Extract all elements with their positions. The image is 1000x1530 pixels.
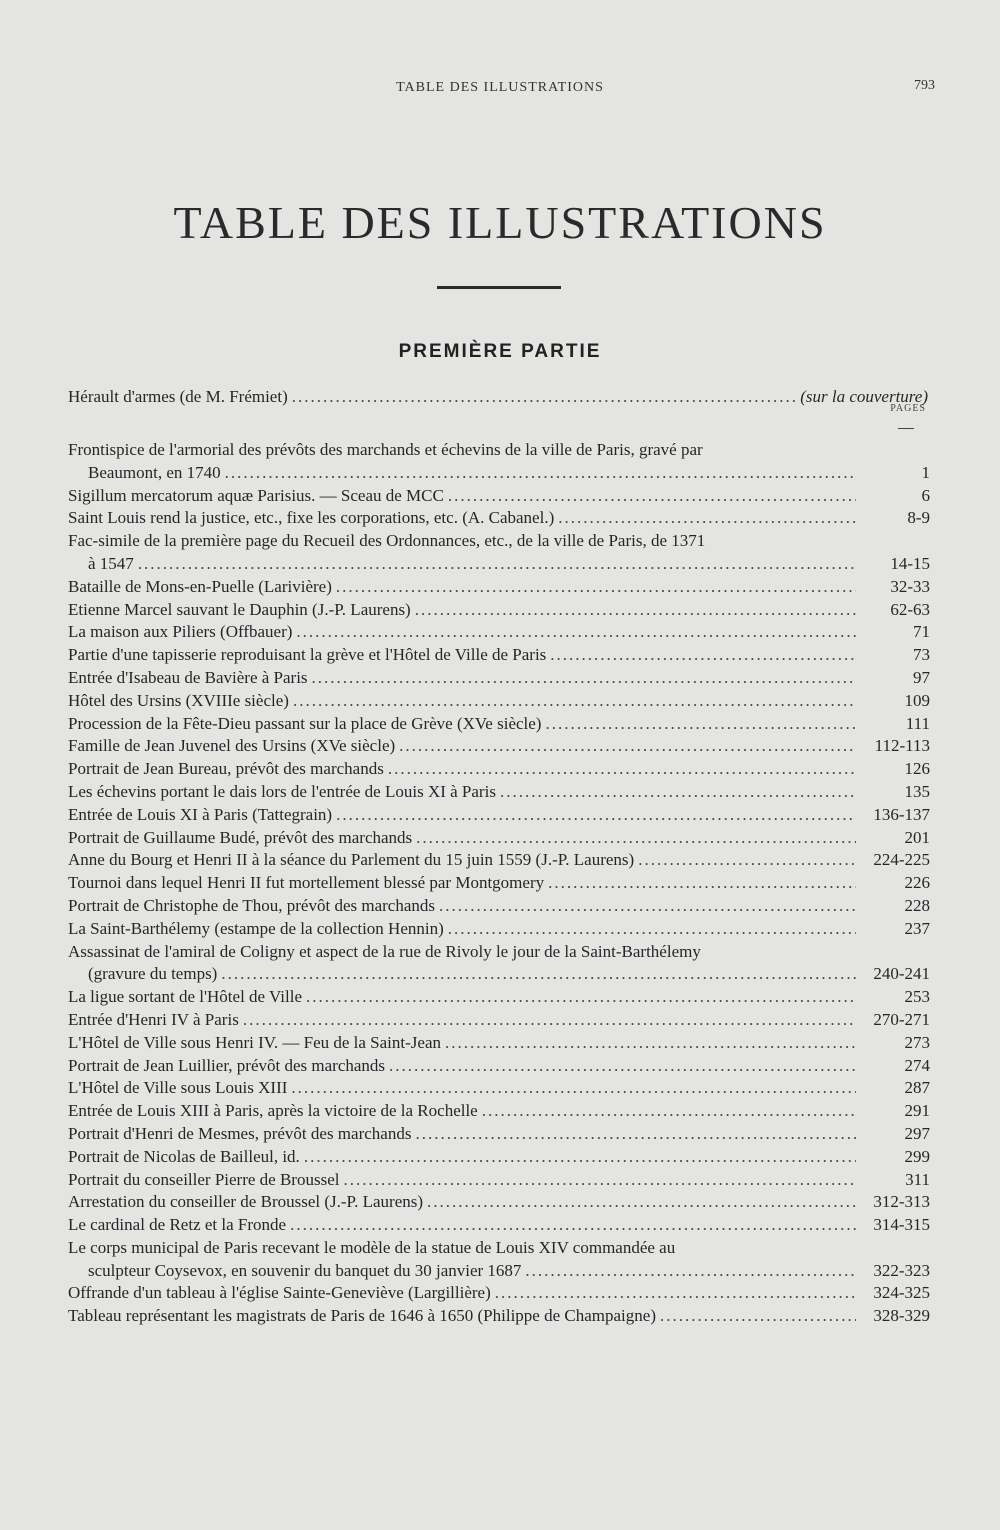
pages-column-rule bbox=[898, 428, 914, 429]
list-item bbox=[68, 576, 930, 599]
entry-page-number: 126 bbox=[904, 759, 930, 779]
entry-title-first-line: Fac-simile de la première page du Recueil des Ordonnances, etc., de la ville de Paris, de 1371 bbox=[68, 531, 706, 551]
dot-leader bbox=[427, 1191, 856, 1214]
entry-page-number: 253 bbox=[904, 987, 930, 1007]
entry-page-number: 136-137 bbox=[873, 804, 930, 824]
entry-title: Arrestation du conseiller de Broussel (J.-P. Laurens) bbox=[68, 1192, 424, 1212]
list-item bbox=[68, 941, 930, 987]
dot-leader bbox=[225, 462, 856, 485]
entry-title: Tournoi dans lequel Henri II fut mortellement blessé par Montgomery bbox=[68, 873, 545, 893]
dot-leader bbox=[336, 804, 856, 827]
entry-title: Entrée d'Henri IV à Paris bbox=[68, 1009, 239, 1029]
dot-leader bbox=[296, 621, 856, 644]
entry-title: (gravure du temps) bbox=[88, 964, 218, 984]
entry-title-first-line: Frontispice de l'armorial des prévôts des marchands et échevins de la ville de Paris, gravé par bbox=[68, 440, 703, 459]
entry-page-number: 314-315 bbox=[873, 1215, 930, 1235]
entry-title: Portrait de Jean Luillier, prévôt des marchands bbox=[68, 1055, 386, 1075]
entry-title: à 1547 bbox=[88, 553, 134, 573]
dot-leader bbox=[439, 895, 856, 918]
list-item bbox=[68, 986, 930, 1009]
list-item bbox=[68, 758, 930, 781]
dot-leader bbox=[336, 576, 856, 599]
list-item bbox=[68, 644, 930, 667]
list-item bbox=[68, 827, 930, 850]
dot-leader bbox=[545, 713, 856, 736]
entry-title: Hôtel des Ursins (XVIIIe siècle) bbox=[68, 690, 289, 710]
dot-leader bbox=[304, 1146, 856, 1169]
dot-leader bbox=[291, 1077, 856, 1100]
dot-leader bbox=[558, 507, 856, 530]
entry-page-number: 240-241 bbox=[873, 964, 930, 984]
entry-title: Famille de Jean Juvenel des Ursins (XVe siècle) bbox=[68, 736, 396, 756]
cover-entry bbox=[68, 381, 928, 407]
dot-leader bbox=[243, 1009, 856, 1032]
list-item bbox=[68, 713, 930, 736]
pages-column-label: PAGES bbox=[890, 403, 926, 414]
entry-title: Portrait de Jean Bureau, prévôt des marchands bbox=[68, 759, 384, 779]
dot-leader bbox=[415, 1123, 856, 1146]
entry-page-number: 109 bbox=[904, 690, 930, 710]
dot-leader bbox=[343, 1169, 856, 1192]
dot-leader bbox=[548, 872, 856, 895]
list-item bbox=[68, 1237, 930, 1283]
entry-page-number: 71 bbox=[913, 622, 930, 642]
list-item bbox=[68, 895, 930, 918]
entry-title: sculpteur Coysevox, en souvenir du banquet du 30 janvier 1687 bbox=[88, 1260, 522, 1280]
dot-leader bbox=[389, 1055, 856, 1078]
entry-title: Etienne Marcel sauvant le Dauphin (J.-P. Laurens) bbox=[68, 599, 411, 619]
cover-entry-label: Hérault d'armes (de M. Frémiet) bbox=[68, 387, 288, 406]
list-item bbox=[68, 804, 930, 827]
entry-title: Portrait de Nicolas de Bailleul, id. bbox=[68, 1146, 300, 1166]
list-item bbox=[68, 1032, 930, 1055]
dot-leader bbox=[495, 1282, 856, 1305]
entry-page-number: 73 bbox=[913, 645, 930, 665]
entry-page-number: 224-225 bbox=[873, 850, 930, 870]
title-divider bbox=[437, 286, 561, 289]
list-item bbox=[68, 1077, 930, 1100]
entry-title: Portrait de Christophe de Thou, prévôt des marchands bbox=[68, 895, 435, 915]
page-title: TABLE DES ILLUSTRATIONS bbox=[173, 197, 827, 248]
list-item bbox=[68, 667, 930, 690]
entry-page-number: 324-325 bbox=[873, 1283, 930, 1303]
dot-leader bbox=[415, 599, 856, 622]
section-heading: PREMIÈRE PARTIE bbox=[398, 341, 602, 362]
dot-leader bbox=[448, 918, 856, 941]
dot-leader bbox=[292, 387, 796, 407]
entry-page-number: 297 bbox=[904, 1123, 930, 1143]
entry-page-number: 32-33 bbox=[890, 576, 930, 596]
entry-page-number: 97 bbox=[913, 667, 930, 687]
list-item bbox=[68, 1100, 930, 1123]
list-item bbox=[68, 439, 930, 485]
entry-title: Portrait du conseiller Pierre de Broussel bbox=[68, 1169, 340, 1189]
entry-title: Entrée de Louis XI à Paris (Tattegrain) bbox=[68, 804, 333, 824]
dot-leader bbox=[138, 553, 856, 576]
list-item bbox=[68, 1146, 930, 1169]
entry-page-number: 322-323 bbox=[873, 1260, 930, 1280]
entry-page-number: 312-313 bbox=[873, 1192, 930, 1212]
list-item bbox=[68, 621, 930, 644]
entry-page-number: 291 bbox=[904, 1101, 930, 1121]
list-item bbox=[68, 1305, 930, 1328]
dot-leader bbox=[221, 963, 856, 986]
dot-leader bbox=[500, 781, 856, 804]
list-item bbox=[68, 872, 930, 895]
list-item bbox=[68, 781, 930, 804]
dot-leader bbox=[660, 1305, 856, 1328]
dot-leader bbox=[306, 986, 856, 1009]
entry-page-number: 328-329 bbox=[873, 1306, 930, 1326]
entry-title: Anne du Bourg et Henri II à la séance du Parlement du 15 juin 1559 (J.-P. Laurens) bbox=[68, 850, 635, 870]
entry-page-number: 273 bbox=[904, 1032, 930, 1052]
entry-title: Entrée d'Isabeau de Bavière à Paris bbox=[68, 667, 308, 687]
list-item bbox=[68, 735, 930, 758]
dot-leader bbox=[290, 1214, 856, 1237]
entry-title: Offrande d'un tableau à l'église Sainte-Geneviève (Largillière) bbox=[68, 1283, 491, 1303]
entry-title: Tableau représentant les magistrats de Paris de 1646 à 1650 (Philippe de Champaigne) bbox=[68, 1306, 656, 1326]
entry-page-number: 14-15 bbox=[890, 553, 930, 573]
entry-page-number: 135 bbox=[904, 781, 930, 801]
entry-page-number: 111 bbox=[905, 713, 930, 733]
cover-entry-note: (sur la couverture) bbox=[800, 387, 928, 406]
dot-leader bbox=[482, 1100, 856, 1123]
dot-leader bbox=[388, 758, 856, 781]
entry-title: Saint Louis rend la justice, etc., fixe les corporations, etc. (A. Cabanel.) bbox=[68, 508, 555, 528]
entry-title: Portrait d'Henri de Mesmes, prévôt des marchands bbox=[68, 1123, 412, 1143]
dot-leader bbox=[550, 644, 856, 667]
list-item bbox=[68, 1214, 930, 1237]
entry-page-number: 62-63 bbox=[890, 599, 930, 619]
list-item bbox=[68, 507, 930, 530]
entry-title: La maison aux Piliers (Offbauer) bbox=[68, 622, 293, 642]
entry-title: Le cardinal de Retz et la Fronde bbox=[68, 1215, 287, 1235]
list-item bbox=[68, 1282, 930, 1305]
entry-title: Les échevins portant le dais lors de l'entrée de Louis XI à Paris bbox=[68, 781, 496, 801]
entry-title: L'Hôtel de Ville sous Louis XIII bbox=[68, 1078, 288, 1098]
list-item bbox=[68, 918, 930, 941]
entry-title: Beaumont, en 1740 bbox=[88, 462, 221, 482]
list-item bbox=[68, 849, 930, 872]
entry-title-first-line: Le corps municipal de Paris recevant le modèle de la statue de Louis XIV commandée au bbox=[68, 1237, 676, 1257]
entry-title-first-line: Assassinat de l'amiral de Coligny et aspect de la rue de Rivoly le jour de la Saint-Barthélemy bbox=[68, 941, 701, 961]
entry-title: Partie d'une tapisserie reproduisant la grève et l'Hôtel de Ville de Paris bbox=[68, 645, 547, 665]
page-number: 793 bbox=[914, 78, 935, 93]
running-head: TABLE DES ILLUSTRATIONS bbox=[396, 80, 604, 95]
dot-leader bbox=[399, 735, 856, 758]
entry-title: Procession de la Fête-Dieu passant sur la place de Grève (XVe siècle) bbox=[68, 713, 542, 733]
list-item bbox=[68, 485, 930, 508]
entry-title: Bataille de Mons-en-Puelle (Larivière) bbox=[68, 576, 332, 596]
illustration-list bbox=[68, 439, 930, 1328]
entry-page-number: 8-9 bbox=[907, 508, 930, 528]
entry-page-number: 311 bbox=[905, 1169, 930, 1189]
entry-page-number: 226 bbox=[904, 873, 930, 893]
entry-page-number: 6 bbox=[921, 485, 930, 505]
entry-title: Sigillum mercatorum aquæ Parisius. — Sceau de MCC bbox=[68, 485, 444, 505]
entry-title: Entrée de Louis XIII à Paris, après la victoire de la Rochelle bbox=[68, 1101, 478, 1121]
list-item bbox=[68, 599, 930, 622]
dot-leader bbox=[312, 667, 856, 690]
dot-leader bbox=[293, 690, 856, 713]
entry-page-number: 287 bbox=[904, 1078, 930, 1098]
dot-leader bbox=[525, 1260, 856, 1283]
entry-page-number: 270-271 bbox=[873, 1009, 930, 1029]
list-item bbox=[68, 1191, 930, 1214]
entry-title: L'Hôtel de Ville sous Henri IV. — Feu de la Saint-Jean bbox=[68, 1032, 441, 1052]
dot-leader bbox=[445, 1032, 856, 1055]
dot-leader bbox=[448, 485, 856, 508]
list-item bbox=[68, 530, 930, 576]
list-item bbox=[68, 690, 930, 713]
list-item bbox=[68, 1123, 930, 1146]
entry-page-number: 1 bbox=[921, 462, 930, 482]
dot-leader bbox=[638, 849, 856, 872]
dot-leader bbox=[416, 827, 856, 850]
entry-title: La ligue sortant de l'Hôtel de Ville bbox=[68, 987, 302, 1007]
entry-page-number: 274 bbox=[904, 1055, 930, 1075]
entry-page-number: 299 bbox=[904, 1146, 930, 1166]
entry-title: Portrait de Guillaume Budé, prévôt des marchands bbox=[68, 827, 413, 847]
entry-page-number: 201 bbox=[904, 827, 930, 847]
entry-page-number: 112-113 bbox=[874, 736, 930, 756]
list-item bbox=[68, 1055, 930, 1078]
entry-page-number: 237 bbox=[904, 918, 930, 938]
entry-title: La Saint-Barthélemy (estampe de la collection Hennin) bbox=[68, 918, 444, 938]
list-item bbox=[68, 1169, 930, 1192]
entry-page-number: 228 bbox=[904, 895, 930, 915]
list-item bbox=[68, 1009, 930, 1032]
